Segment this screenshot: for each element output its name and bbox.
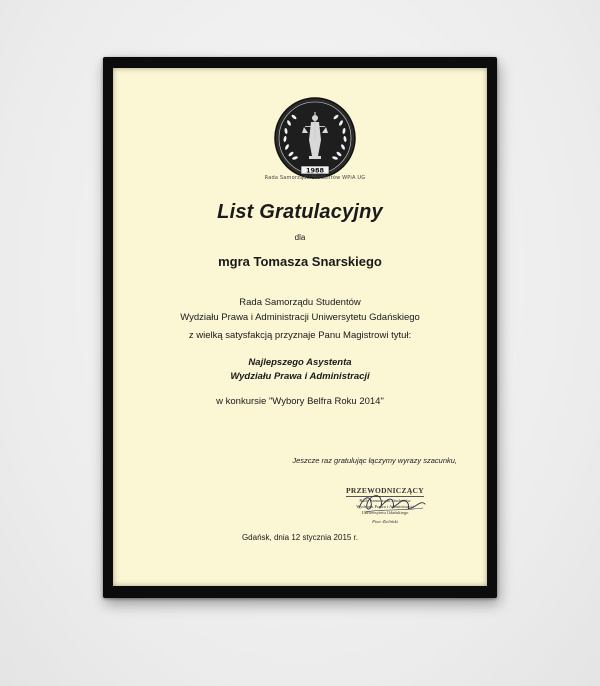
- stamp-role: PRZEWODNICZĄCY: [346, 486, 424, 495]
- contest-name: w konkursie "Wybory Belfra Roku 2014": [216, 396, 384, 407]
- seal-caption: Rada Samorządu Studentów WPiA UG: [264, 175, 366, 181]
- council-line-1: Rada Samorządu Studentów: [239, 297, 361, 308]
- for-label: dla: [294, 233, 306, 242]
- award-title-line-1: Najlepszego Asystenta: [248, 357, 352, 368]
- handwritten-signature: [341, 482, 437, 520]
- award-title-line-2: Wydziału Prawa i Administracji: [230, 371, 370, 382]
- stamp-line-1: Rady Samorządu Studentów: [359, 498, 411, 503]
- seal-logo: [271, 96, 359, 184]
- certificate-paper: [113, 68, 487, 586]
- seal-year: 1988: [305, 166, 325, 175]
- council-name: [113, 295, 487, 325]
- award-title: [113, 356, 487, 384]
- certificate-frame: [103, 57, 497, 598]
- stamp-line-2: Wydziału Prawa i Administracji: [356, 504, 414, 509]
- award-statement: z wielką satysfakcją przyznaje Panu Magistrowi tytuł:: [188, 330, 412, 341]
- council-line-2: Wydziału Prawa i Administracji Uniwersytetu Gdańskiego: [180, 312, 420, 323]
- recipient-name: mgra Tomasza Snarskiego: [218, 254, 382, 269]
- stamp-line-3: Uniwersytetu Gdańskiego: [361, 510, 409, 515]
- certificate-title: List Gratulacyjny: [217, 201, 383, 223]
- date-place: Gdańsk, dnia 12 stycznia 2015 r.: [241, 533, 359, 542]
- stamp-name: Piotr Zieliński: [372, 519, 398, 524]
- closing-line: Jeszcze raz gratulując łączymy wyrazy szacunku,: [292, 456, 457, 465]
